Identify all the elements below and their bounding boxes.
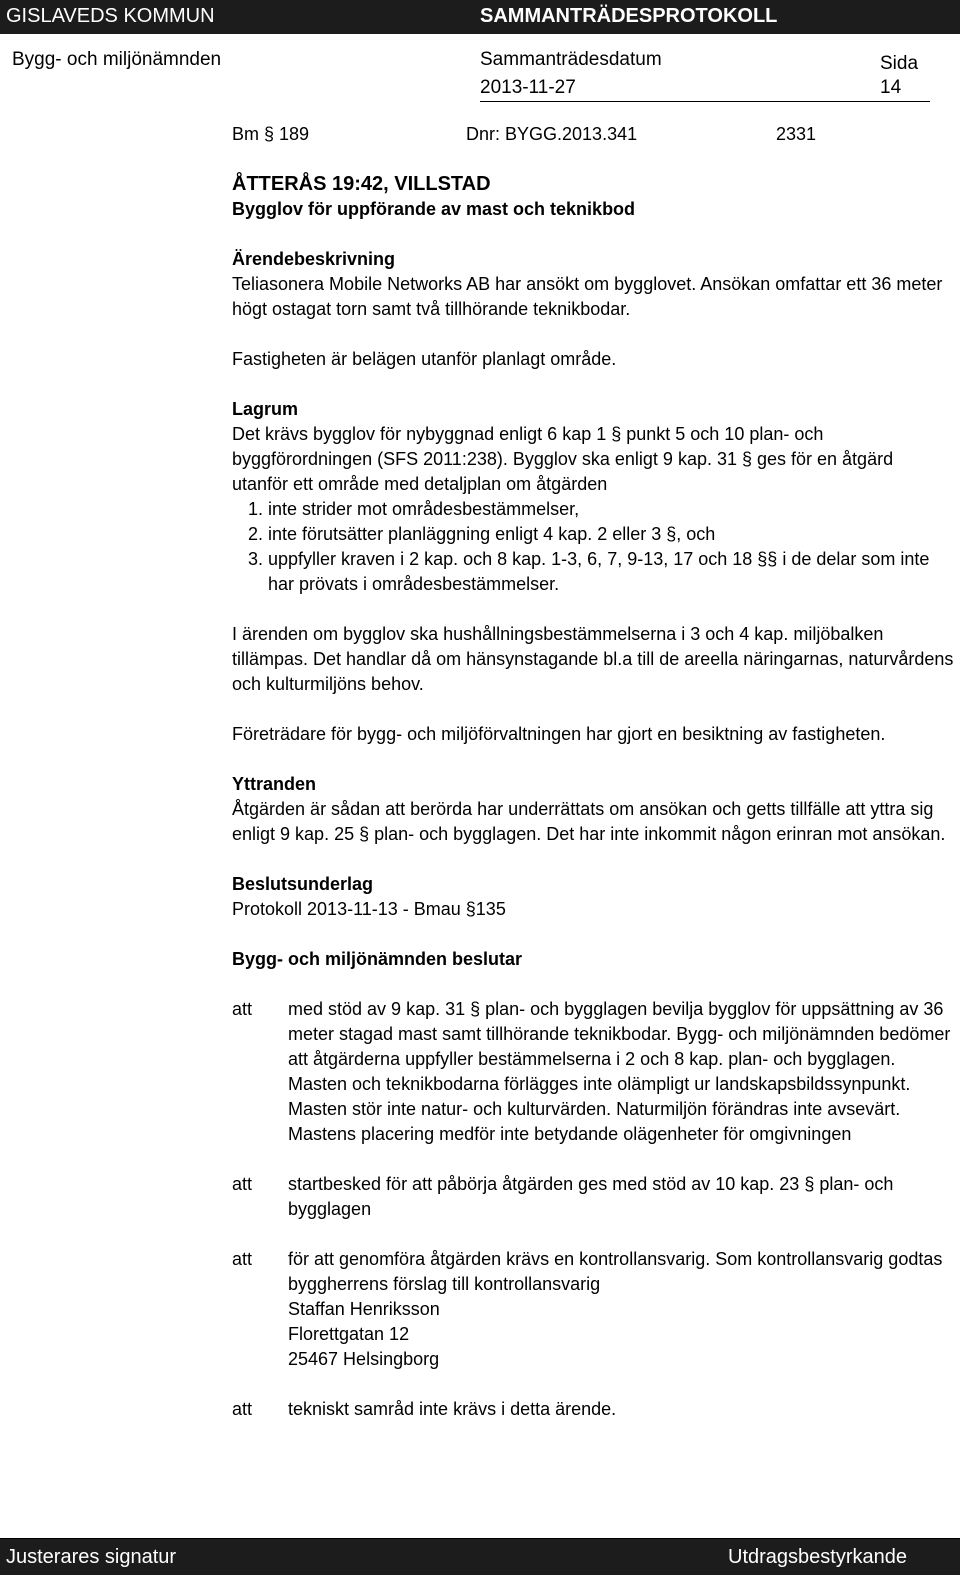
contact-name: Staffan Henriksson <box>288 1299 440 1319</box>
header-rule <box>480 101 930 102</box>
beslut-heading: Bygg- och miljönämnden beslutar <box>232 949 523 969</box>
board-name: Bygg- och miljönämnden <box>12 49 222 70</box>
archive-number: 2331 <box>776 124 817 144</box>
page-label: Sida <box>880 53 919 74</box>
decision-item <box>232 1172 954 1222</box>
document-type: SAMMANTRÄDESPROTOKOLL <box>480 5 778 27</box>
beslutsunderlag-heading: Beslutsunderlag <box>232 874 374 894</box>
list-item: 1. inte strider mot områdesbestämmelser, <box>268 497 954 522</box>
signature-label: Justerares signatur <box>6 1546 177 1568</box>
decision-text: tekniskt samråd inte krävs i detta ärende. <box>288 1399 617 1419</box>
list-item: 3. uppfyller kraven i 2 kap. och 8 kap. 1-3, 6, 7, 9-13, 17 och 18 §§ i de delar som inte har prövats i områdesbestämmelser. <box>268 547 954 597</box>
decision-item <box>232 1247 954 1372</box>
att-label: att <box>232 1249 253 1269</box>
requirements-list <box>232 497 954 597</box>
arende-location: Fastigheten är belägen utanför planlagt område. <box>232 349 617 369</box>
beslutsunderlag-text: Protokoll 2013-11-13 - Bmau §135 <box>232 899 506 919</box>
yttranden-heading: Yttranden <box>232 774 317 794</box>
reference-line <box>232 122 954 147</box>
arende-heading: Ärendebeskrivning <box>232 249 396 269</box>
case-number: Dnr: BYGG.2013.341 <box>466 124 638 144</box>
att-label: att <box>232 1399 253 1419</box>
att-label: att <box>232 999 253 1019</box>
decision-text: startbesked för att påbörja åtgärden ges med stöd av 10 kap. 23 § plan- och bygglagen <box>288 1174 894 1219</box>
date-label: Sammanträdesdatum <box>480 49 662 70</box>
subject-title: Bygglov för uppförande av mast och teknikbod <box>232 199 636 219</box>
contact-city: 25467 Helsingborg <box>288 1349 440 1369</box>
decision-text: med stöd av 9 kap. 31 § plan- och bygglagen bevilja bygglov för uppsättning av 36 meter stagad mast samt tillhörande teknikbodar. Bygg- och miljönämnden bedömer att åtgärderna uppfyller bestämmelserna i 2 och 8 kap. plan- och bygglagen. Masten och teknikbodarna förlägges inte olämpligt ur landskapsbildssynpunkt. Masten stör inte natur- och kulturvärden. Naturmiljön förändras inte avsevärt. Mastens placering medför inte betydande olägenheter för omgivningen <box>288 999 951 1144</box>
decision-text: för att genomföra åtgärden krävs en kontrollansvarig. Som kontrollansvarig godtas byggherrens förslag till kontrollansvarig <box>288 1249 943 1294</box>
certification-label: Utdragsbestyrkande <box>728 1546 907 1568</box>
decision-item <box>232 997 954 1147</box>
contact-street: Florettgatan 12 <box>288 1324 410 1344</box>
paragraph-number: Bm § 189 <box>232 124 310 144</box>
list-item: 2. inte förutsätter planläggning enligt 4 kap. 2 eller 3 §, och <box>268 522 954 547</box>
arende-text: Teliasonera Mobile Networks AB har ansökt om bygglovet. Ansökan omfattar ett 36 meter högt ostagat torn samt två tillhörande teknikbodar. <box>232 274 943 319</box>
property-title: ÅTTERÅS 19:42, VILLSTAD <box>232 173 491 195</box>
meeting-date: 2013-11-27 <box>480 77 576 98</box>
municipality-name: GISLAVEDS KOMMUN <box>6 5 215 27</box>
lagrum-heading: Lagrum <box>232 399 299 419</box>
hushallning-text: I ärenden om bygglov ska hushållningsbestämmelserna i 3 och 4 kap. miljöbalken tillämpas. Det handlar då om hänsynstagande bl.a till de areella näringarnas, naturvårdens och kulturmiljöns behov. <box>232 624 954 694</box>
yttranden-text: Åtgärden är sådan att berörda har underrättats om ansökan och getts tillfälle att yttra sig enligt 9 kap. 25 § plan- och bygglagen. Det har inte inkommit någon erinran mot ansökan. <box>232 799 946 844</box>
lagrum-text: Det krävs bygglov för nybyggnad enligt 6 kap 1 § punkt 5 och 10 plan- och byggförordningen (SFS 2011:238). Bygglov ska enligt 9 kap. 31 § ges för en åtgärd utanför ett område med detaljplan om åtgärden <box>232 424 894 494</box>
att-label: att <box>232 1174 253 1194</box>
page-number: 14 <box>880 77 902 98</box>
decision-item <box>232 1397 954 1422</box>
document-body <box>232 122 954 1422</box>
besiktning-text: Företrädare för bygg- och miljöförvaltningen har gjort en besiktning av fastigheten. <box>232 724 886 744</box>
